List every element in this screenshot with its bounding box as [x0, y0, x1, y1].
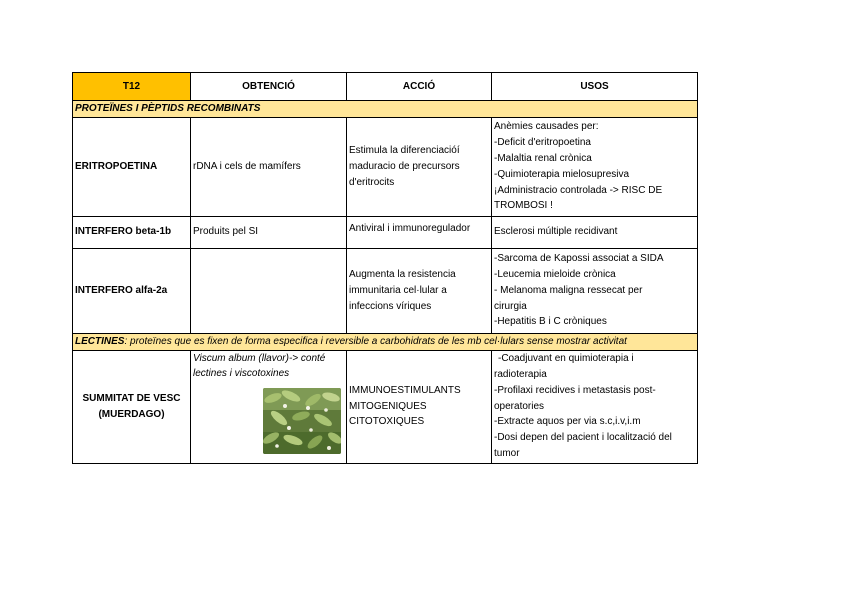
accio-line: CITOTOXIQUES: [349, 416, 425, 428]
usos-line: -Leucemia mieloide crònica: [494, 269, 616, 281]
section-title-recombinants: PROTEÏNES I PÈPTIDS RECOMBINATS: [73, 101, 698, 118]
usos-line: tumor: [494, 448, 520, 460]
section-row-recombinants: [73, 101, 698, 118]
obtencio-line: Viscum album (llavor)-> conté: [193, 352, 326, 364]
accio-line: Estimula la diferenciacióí: [349, 145, 460, 157]
usos-line: -Sarcoma de Kapossi associat a SIDA: [494, 253, 664, 265]
drug-name: ERITROPOETINA: [73, 117, 191, 216]
usos-line: -Profilaxi recidives i metastasis post-: [494, 384, 656, 396]
accio-line: Augmenta la resistencia: [349, 269, 456, 281]
table-row-summitat-de-vesc: [73, 350, 698, 463]
usos-line: -Extracte aquos per via s.c,i.v,i.m: [494, 416, 641, 428]
header-t12: T12: [73, 73, 191, 101]
usos-cell: [492, 350, 698, 463]
accio-line: MITOGENIQUES: [349, 400, 427, 412]
usos-line: -Coadjuvant en quimioterapia i: [498, 353, 634, 365]
accio-line: immunitaria cel·lular a: [349, 284, 447, 296]
accio-cell: [347, 350, 492, 463]
table-row-interfero-beta: [73, 216, 698, 248]
usos-line: Anèmies causades per:: [494, 121, 599, 133]
usos-line: - Melanoma maligna ressecat per: [494, 284, 643, 296]
accio-cell: Antiviral i immunoregulador: [347, 216, 492, 248]
usos-line: operatories: [494, 400, 545, 412]
drug-name: INTERFERO alfa-2a: [73, 248, 191, 333]
accio-line: infeccions víriques: [349, 300, 432, 312]
accio-line: d'eritrocits: [349, 176, 395, 188]
usos-line: -Quimioterapia mielosupresiva: [494, 168, 630, 180]
usos-line: ¡Administracio controlada -> RISC DE: [494, 184, 663, 196]
accio-line: maduracio de precursors: [349, 160, 460, 172]
section-row-lectines: [73, 333, 698, 350]
drug-name: [73, 350, 191, 463]
drug-name-line: SUMMITAT DE VESC: [82, 392, 181, 404]
section-title-lectines-rest: : proteïnes que es fixen de forma especifica i reversible a carbohidrats de les mb cel·lulars sense mostrar activitat: [124, 335, 627, 347]
drug-name: INTERFERO beta-1b: [73, 216, 191, 248]
usos-line: cirurgia: [494, 300, 527, 312]
obtencio-cell: [191, 248, 347, 333]
obtencio-cell: [191, 350, 347, 463]
usos-line: -Malaltia renal crònica: [494, 153, 592, 164]
usos-cell: Esclerosi múltiple recidivant: [492, 216, 698, 248]
header-usos: USOS: [492, 73, 698, 101]
obtencio-cell: Produits pel SI: [191, 216, 347, 248]
mistletoe-image: [263, 388, 341, 454]
header-accio: ACCIÓ: [347, 73, 492, 101]
usos-line: -Hepatitis B i C cròniques: [494, 316, 607, 328]
t12-table: [72, 72, 698, 464]
drug-name-line: (MUERDAGO): [98, 408, 165, 420]
accio-cell: [347, 248, 492, 333]
usos-line: -Dosi depen del pacient i localització del: [494, 432, 672, 444]
usos-line: -Deficit d'eritropoetina: [494, 137, 591, 149]
section-title-lectines-bold: LECTINES: [75, 335, 125, 347]
obtencio-line: lectines i viscotoxines: [193, 368, 290, 380]
header-obtencio: OBTENCIÓ: [191, 73, 347, 101]
accio-line: IMMUNOESTIMULANTS: [349, 384, 461, 396]
usos-cell: [492, 117, 698, 216]
usos-line: radioterapia: [494, 369, 547, 381]
usos-cell: [492, 248, 698, 333]
accio-cell: [347, 117, 492, 216]
header-row: [73, 73, 698, 101]
table-row-eritropoetina: [73, 117, 698, 216]
table-row-interfero-alfa: [73, 248, 698, 333]
obtencio-cell: rDNA i cels de mamífers: [191, 117, 347, 216]
usos-line: TROMBOSI !: [494, 200, 553, 212]
section-title-lectines: [73, 333, 698, 350]
